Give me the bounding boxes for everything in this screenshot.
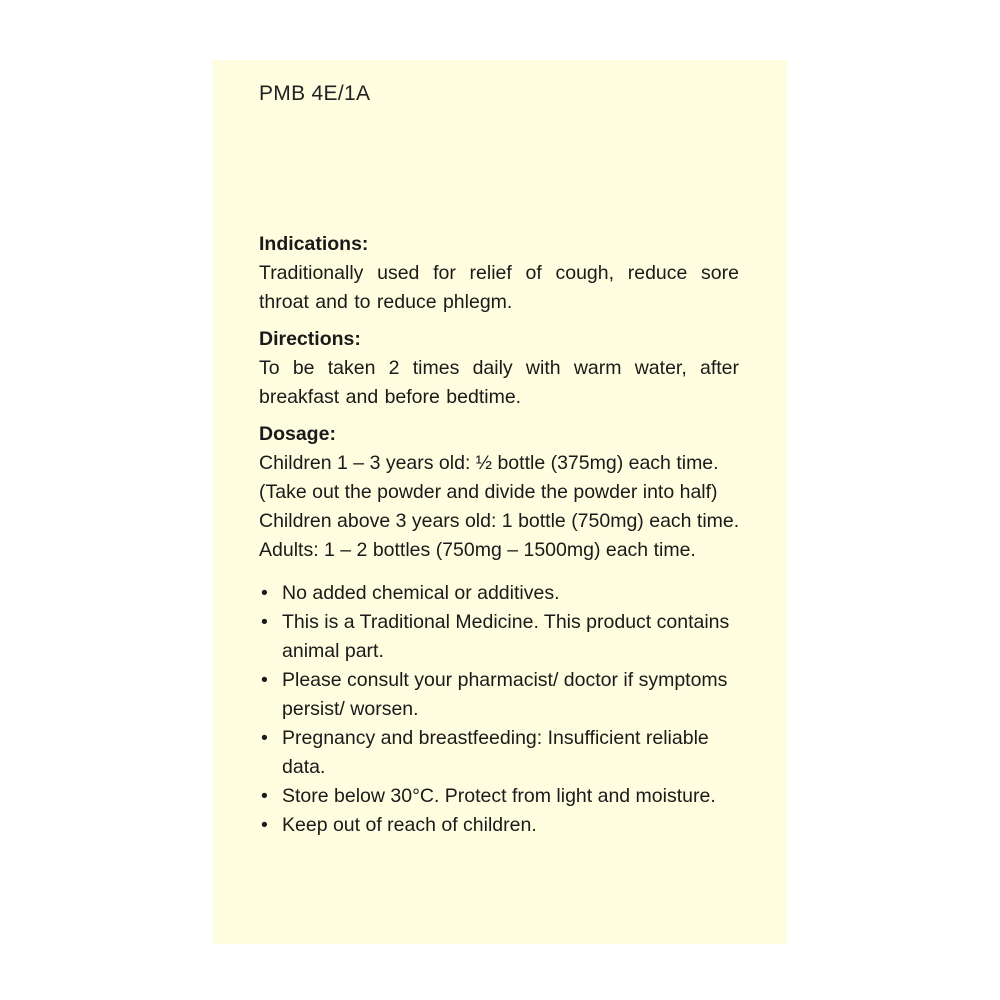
directions-section — [259, 325, 739, 412]
bullet-icon: • — [261, 785, 268, 807]
notes-list — [259, 579, 739, 840]
bullet-icon: • — [261, 582, 268, 604]
bullet-icon: • — [261, 669, 268, 691]
list-item — [259, 811, 739, 840]
dosage-line: Children above 3 years old: 1 bottle (750mg) each time. — [259, 510, 740, 532]
list-item — [259, 666, 739, 724]
indications-section — [259, 230, 739, 317]
label-content — [259, 230, 739, 840]
list-item — [259, 782, 739, 811]
bullet-icon: • — [261, 727, 268, 749]
note-text: This is a Traditional Medicine. This product contains animal part. — [282, 611, 730, 662]
dosage-section — [259, 420, 739, 565]
directions-text: To be taken 2 times daily with warm water, after breakfast and before bedtime. — [259, 357, 739, 408]
dosage-line: Children 1 – 3 years old: ½ bottle (375mg) each time. — [259, 452, 719, 474]
dosage-heading: Dosage: — [259, 423, 336, 445]
bullet-icon: • — [261, 814, 268, 836]
note-text: Pregnancy and breastfeeding: Insufficient reliable data. — [282, 727, 709, 778]
directions-heading: Directions: — [259, 328, 361, 350]
note-text: Keep out of reach of children. — [282, 814, 537, 836]
product-code: PMB 4E/1A — [259, 82, 371, 105]
note-text: No added chemical or additives. — [282, 582, 560, 604]
list-item — [259, 608, 739, 666]
indications-heading: Indications: — [259, 233, 369, 255]
indications-text: Traditionally used for relief of cough, reduce sore throat and to reduce phlegm. — [259, 262, 739, 313]
product-label-card — [212, 60, 787, 944]
bullet-icon: • — [261, 611, 268, 633]
note-text: Please consult your pharmacist/ doctor if symptoms persist/ worsen. — [282, 669, 728, 720]
dosage-line: Adults: 1 – 2 bottles (750mg – 1500mg) each time. — [259, 539, 696, 561]
list-item — [259, 724, 739, 782]
dosage-line: (Take out the powder and divide the powder into half) — [259, 481, 718, 503]
list-item — [259, 579, 739, 608]
note-text: Store below 30°C. Protect from light and moisture. — [282, 785, 716, 807]
